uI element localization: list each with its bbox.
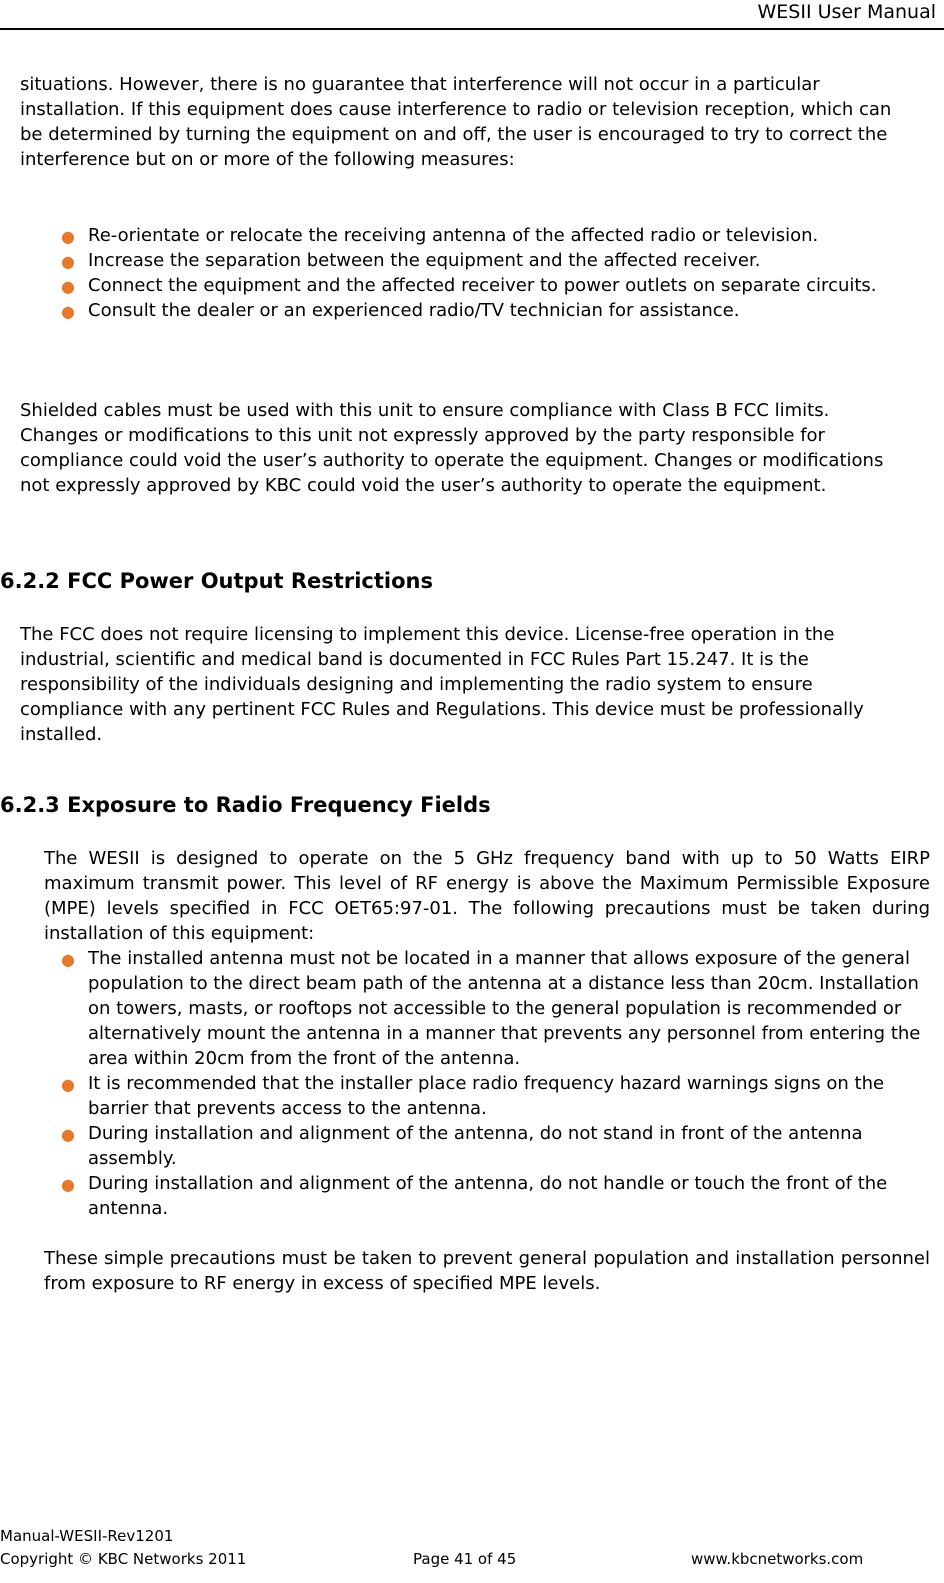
bullet-icon: ● (61, 1075, 75, 1094)
bullet-icon: ● (61, 252, 75, 271)
list-item-text: Increase the separation between the equipment and the affected receiver. (88, 250, 761, 271)
footer-website: www.kbcnetworks.com (691, 1550, 864, 1568)
footer-manual-id: Manual-WESII-Rev1201 (0, 1527, 174, 1545)
list-item (20, 273, 910, 298)
list-item (20, 946, 925, 1071)
footer-page-number: Page 41 of 45 (413, 1550, 517, 1568)
list-item (20, 1121, 925, 1171)
section-heading-rf-exposure: 6.2.3 Exposure to Radio Frequency Fields (0, 793, 491, 817)
list-item (20, 298, 910, 323)
rf-precautions-list (20, 946, 925, 1221)
list-item-text: During installation and alignment of the antenna, do not stand in front of the antenna assembly. (88, 1123, 863, 1169)
list-item-text: It is recommended that the installer place radio frequency hazard warnings signs on the barrier that prevents access to the antenna. (88, 1073, 885, 1119)
bullet-icon: ● (61, 277, 75, 296)
power-output-paragraph: The FCC does not require licensing to implement this device. License-free operation in the industrial, scientific and medical band is documented in FCC Rules Part 15.247. It is the responsibility of the individuals designing and implementing the radio system to ensure compliance with any pertinent FCC Rules and Regulations. This device must be professionally installed. (20, 624, 864, 745)
rf-exposure-paragraph: The WESII is designed to operate on the 5 GHz frequency band with up to 50 Watts EIRP maximum transmit power. This level of RF energy is above the Maximum Permissible Exposure (MPE) levels specified in FCC OET65:97-01. The following precautions must be taken during installation of this equipment: (44, 848, 930, 944)
list-item-text: Connect the equipment and the affected receiver to power outlets on separate circuits. (88, 275, 877, 296)
list-item (20, 1171, 925, 1221)
bullet-icon: ● (61, 1125, 75, 1144)
list-item (20, 1071, 925, 1121)
list-item (20, 223, 910, 248)
bullet-icon: ● (61, 950, 75, 969)
interference-measures-list (20, 223, 910, 323)
list-item-text: Consult the dealer or an experienced radio/TV technician for assistance. (88, 300, 740, 321)
header-title: WESII User Manual (757, 1, 936, 23)
header-rule (0, 28, 944, 30)
rf-closing-paragraph: These simple precautions must be taken to prevent general population and installation personnel from exposure to RF energy in excess of specified MPE levels. (44, 1248, 930, 1294)
list-item-text: Re-orientate or relocate the receiving antenna of the affected radio or television. (88, 225, 819, 246)
list-item (20, 248, 910, 273)
shielded-cables-paragraph: Shielded cables must be used with this unit to ensure compliance with Class B FCC limits. Changes or modifications to this unit not expressly approved by the party responsible for compliance could void the user’s authority to operate the equipment. Changes or modifications not expressly approved by KBC could void the user’s authority to operate the equipment. (20, 400, 884, 496)
bullet-icon: ● (61, 302, 75, 321)
bullet-icon: ● (61, 1175, 75, 1194)
bullet-icon: ● (61, 227, 75, 246)
section-heading-power-output: 6.2.2 FCC Power Output Restrictions (0, 569, 433, 593)
list-item-text: During installation and alignment of the antenna, do not handle or touch the front of the antenna. (88, 1173, 888, 1219)
footer-copyright: Copyright © KBC Networks 2011 (0, 1550, 247, 1568)
list-item-text: The installed antenna must not be located in a manner that allows exposure of the general population to the direct beam path of the antenna at a distance less than 20cm. Installation on towers, masts, or rooftops not accessible to the general population is recommended or alternatively mount the antenna in a manner that prevents any personnel from entering the area within 20cm from the front of the antenna. (88, 948, 921, 1069)
intro-paragraph: situations. However, there is no guarantee that interference will not occur in a particular installation. If this equipment does cause interference to radio or television reception, which can be determined by turning the equipment on and off, the user is encouraged to try to correct the interference but on or more of the following measures: (20, 74, 892, 170)
